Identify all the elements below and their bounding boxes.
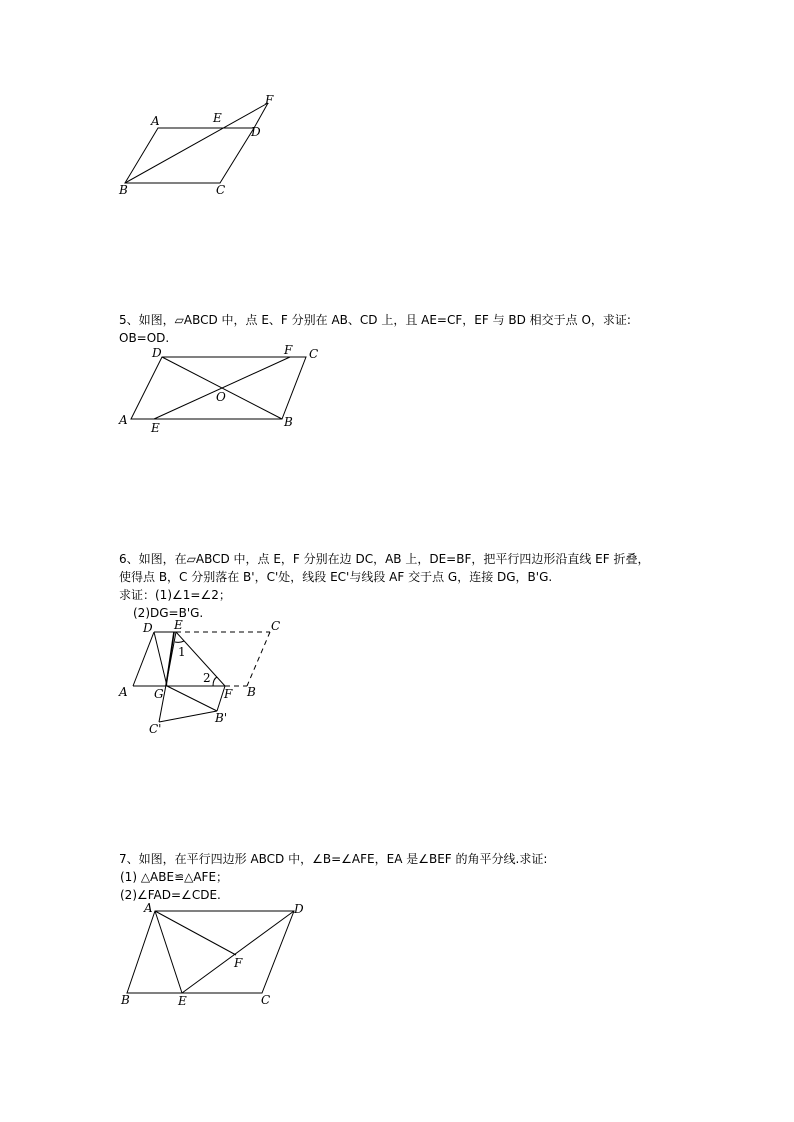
fig6-label-c: C (271, 619, 281, 633)
fig6-label-angle-2: 2 (203, 671, 211, 685)
fig4-label-a: A (151, 114, 160, 128)
fig6-label-c-prime: C' (149, 722, 162, 736)
fig5-label-d: D (152, 346, 162, 360)
fig7-parallelogram (127, 911, 294, 993)
problem-5-line-2: OB=OD. (119, 331, 170, 345)
fig6-label-a: A (119, 685, 128, 699)
fig5-label-e: E (151, 421, 160, 435)
fig6-label-g: G (154, 687, 164, 701)
fig5-label-c: C (309, 347, 319, 361)
problem-6-line-3: 求证：(1)∠1=∠2； (119, 588, 231, 602)
fig4-label-b: B (119, 183, 128, 197)
fig7-label-a: A (144, 901, 153, 915)
fig6-label-b-prime: B' (215, 711, 228, 725)
fig6-label-d: D (143, 621, 153, 635)
fig6-label-b: B (247, 685, 256, 699)
problem-7-line-2: (1) △ABE≌△AFE； (120, 870, 229, 884)
fig7-label-f: F (234, 956, 243, 970)
fig5-label-b: B (284, 415, 293, 429)
fig5-label-a: A (119, 413, 128, 427)
problem-6-line-4: (2)DG=B'G. (133, 606, 204, 620)
problem-7-line-3: (2)∠FAD=∠CDE. (120, 888, 221, 902)
fig4-label-e: E (213, 111, 222, 125)
problem-5-line-1: 5、如图，▱ABCD 中，点 E、F 分别在 AB、CD 上，且 AE=CF，EF 与 BD 相交于点 O，求证: (119, 313, 631, 327)
problem-6-line-2: 使得点 B，C 分别落在 B'，C'处，线段 EC'与线段 AF 交于点 G，连接 DG，B'G. (119, 570, 553, 584)
fig6-label-angle-1: 1 (178, 645, 186, 659)
fig4-label-c: C (216, 183, 226, 197)
fig5-label-f: F (284, 343, 293, 357)
fig4-label-f: F (265, 93, 274, 107)
fig7-label-b: B (121, 993, 130, 1007)
fig4-label-d: D (251, 125, 261, 139)
fig5-label-o: O (216, 390, 226, 404)
fig6-label-f: F (224, 687, 233, 701)
fig7-line-ed (182, 911, 294, 993)
fig7-label-d: D (294, 902, 304, 916)
fig7-label-e: E (178, 994, 187, 1008)
problem-7-line-1: 7、如图，在平行四边形 ABCD 中，∠B=∠AFE，EA 是∠BEF 的角平分线.求证: (119, 852, 548, 866)
fig6-label-e: E (174, 618, 183, 632)
fig7-label-c: C (261, 993, 271, 1007)
problem-6-line-1: 6、如图，在▱ABCD 中，点 E，F 分别在边 DC，AB 上，DE=BF，把平行四边形沿直线 EF 折叠， (119, 552, 650, 566)
